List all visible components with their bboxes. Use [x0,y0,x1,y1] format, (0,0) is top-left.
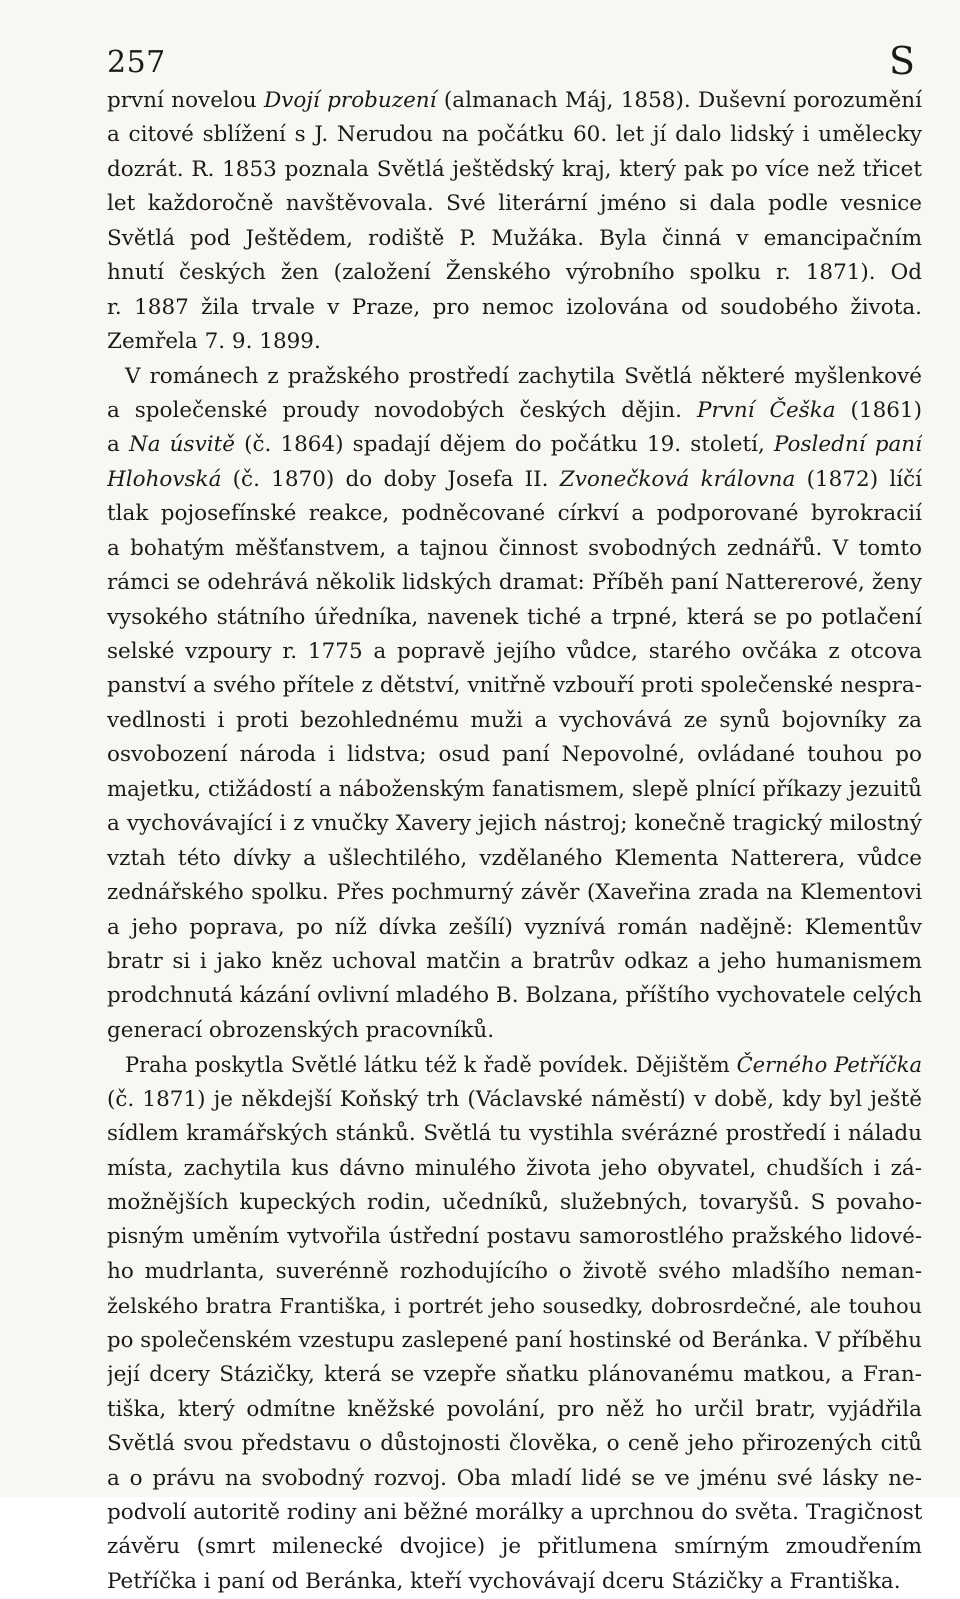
text-line [107,84,922,118]
text-line [107,1324,922,1358]
text-run: sídlem kramářských stánků. Světlá tu vystihla svérázné prostředí i náladu [107,1121,922,1147]
text-run: želského bratra Františka, i portrét jeho sousedky, dobrosrdečné, ale touhou [107,1294,922,1319]
text-line [107,463,922,497]
text-line [107,669,922,703]
text-run: r. 1887 žila trvale v Praze, pro nemoc izolována od soudobého života. [107,294,922,320]
text-run: prodchnutá kázání ovlivní mladého B. Bolzana, příštího vychovatele celých [107,983,922,1009]
text-line [107,979,922,1013]
text-line [107,704,922,738]
text-run: a citové sblížení s J. Nerudou na počátku 60. let jí dalo lidský i umělecky [107,122,922,148]
italic-title: Černého Petříčka [736,1053,922,1078]
text-line [107,291,922,325]
text-line [107,256,922,290]
text-run: a vychovávající i z vnučky Xavery jejich nástroj; konečně tragický milostný [107,811,922,837]
text-run: tiška, který odmítne kněžské povolání, pro něž ho určil bratr, vyjádřila [107,1396,922,1422]
text-run: a o právu na svobodný rozvoj. Oba mladí lidé se ve jménu své lásky ne- [107,1465,922,1491]
text-run: místa, zachytila kus dávno minulého života jeho obyvatel, chudších i zá- [107,1155,922,1181]
text-line [107,428,922,462]
text-run: zednářského spolku. Přes pochmurný závěr (Xaveřina zrada na Klementovi [107,880,922,906]
text-run: osvobození národa i lidstva; osud paní Nepovolné, ovládané touhou po [107,742,922,768]
text-run: ho mudrlanta, suverénně rozhodujícího o životě svého mladšího neman- [107,1258,922,1284]
italic-title: Hlohovská [107,466,222,492]
text-run: Praha poskytla Světlé látku též k řadě povídek. Dějištěm [125,1053,737,1078]
page-header [107,40,915,86]
text-line [107,153,922,187]
text-run: rámci se odehrává několik lidských dramat: Příběh paní Nattererové, ženy [107,570,922,596]
text-line [107,1048,922,1082]
text-run: vztah této dívky a ušlechtilého, vzdělaného Klementa Natterera, vůdce [107,845,922,871]
text-run: po společenském vzestupu zaslepené paní hostinské od Beránka. V příběhu [107,1327,922,1353]
text-run: závěru (smrt milenecké dvojice) je přitlumena smírným zmoudřením [107,1534,922,1560]
text-line [107,1358,922,1392]
italic-title: Poslední paní [773,432,922,458]
section-letter: S [888,39,915,83]
text-line [107,842,922,876]
text-run: (č. 1871) je někdejší Koňský trh (Václavské náměstí) v době, kdy byl ještě [107,1086,922,1112]
text-run: Zemřela 7. 9. 1899. [107,329,321,355]
text-line [107,1393,922,1427]
text-run: panství a svého přítele z dětství, vnitřně vzbouří proti společenské nespra- [107,673,922,699]
text-run: Petříčka i paní od Beránka, kteří vychovávají dceru Stázičky a Františka. [107,1568,901,1594]
page-number: 257 [107,45,166,80]
text-run: vysokého státního úředníka, navenek tiché a trpné, která se po potlačení [107,604,922,630]
text-line [107,1014,922,1048]
text-run: (č. 1864) spadají dějem do počátku 19. století, [234,432,774,458]
text-line [107,1186,922,1220]
text-line [107,876,922,910]
text-line [107,773,922,807]
text-line [107,1530,922,1564]
text-run: Světlá svou představu o důstojnosti člověka, o ceně jeho přirozených citů [107,1431,922,1457]
text-line [107,187,922,221]
text-line [107,601,922,635]
text-run: (1872) líčí [795,466,922,492]
italic-title: První Češka [696,397,836,423]
text-line [107,394,922,428]
text-run: a [107,432,129,458]
text-run: majetku, ctižádostí a náboženským fanatismem, slepě plnící příkazy jezuitů [107,776,922,802]
text-run: Světlá pod Ještědem, rodiště P. Mužáka. Byla činná v emancipačním [107,225,922,251]
text-line [107,325,922,359]
text-run: bratr si i jako kněz uchoval matčin a bratrův odkaz a jeho humanismem [107,948,922,974]
text-line [107,1289,922,1323]
text-line [107,635,922,669]
text-line [107,1462,922,1496]
text-line [107,1152,922,1186]
text-run: a bohatým měšťanstvem, a tajnou činnost svobodných zednářů. V tomto [107,535,922,561]
text-line [107,222,922,256]
text-line [107,1255,922,1289]
text-line [107,532,922,566]
text-run: první novelou [107,88,264,113]
text-line [107,1427,922,1461]
text-run: (č. 1870) do doby Josefa II. [221,466,560,492]
body-text [107,84,922,1599]
italic-title: Zvonečková královna [559,466,796,492]
text-run: podvolí autoritě rodiny ani běžné morálky a uprchnou do světa. Tragičnost [107,1499,922,1525]
text-line [107,807,922,841]
text-run: tlak pojosefínské reakce, podněcované církví a podporované byrokracií [107,501,922,527]
text-line [107,360,922,394]
italic-title: Dvojí probuzení [263,88,437,113]
text-run: V románech z pražského prostředí zachytila Světlá některé myšlenkové [125,363,922,389]
text-line [107,566,922,600]
text-line [107,1496,922,1530]
text-run: (1861) [835,397,922,423]
text-run: a společenské proudy novodobých českých dějin. [107,397,697,423]
text-line [107,118,922,152]
text-line [107,1083,922,1117]
text-run: let každoročně navštěvovala. Své literární jméno si dala podle vesnice [107,191,922,217]
text-line [107,1117,922,1151]
text-run: selské vzpoury r. 1775 a popravě jejího vůdce, starého ovčáka z otcova [107,639,922,664]
text-run: vedlnosti i proti bezohlednému muži a vychovává ze synů bojovníky za [107,707,922,733]
text-run: hnutí českých žen (založení Ženského výrobního spolku r. 1871). Od [107,260,922,286]
text-line [107,738,922,772]
text-line [107,1565,922,1599]
text-run: a jeho poprava, po níž dívka zešílí) vyznívá román nadějně: Klementův [107,914,922,940]
text-run: pisným uměním vytvořila ústřední postavu samorostlého pražského lidové- [107,1224,922,1250]
text-line [107,945,922,979]
text-line [107,1220,922,1254]
text-line [107,911,922,945]
italic-title: Na úsvitě [128,432,235,458]
text-run: dozrát. R. 1853 poznala Světlá ještědský kraj, který pak po více než třicet [107,156,922,182]
text-run: možnějších kupeckých rodin, učedníků, služebných, tovaryšů. S povaho- [107,1190,922,1215]
text-run: (almanach Máj, 1858). Duševní porozumění [436,88,922,113]
text-run: její dcery Stázičky, která se vzepře sňatku plánovanému matkou, a Fran- [107,1362,922,1388]
text-run: generací obrozenských pracovníků. [107,1017,495,1043]
text-line [107,497,922,531]
